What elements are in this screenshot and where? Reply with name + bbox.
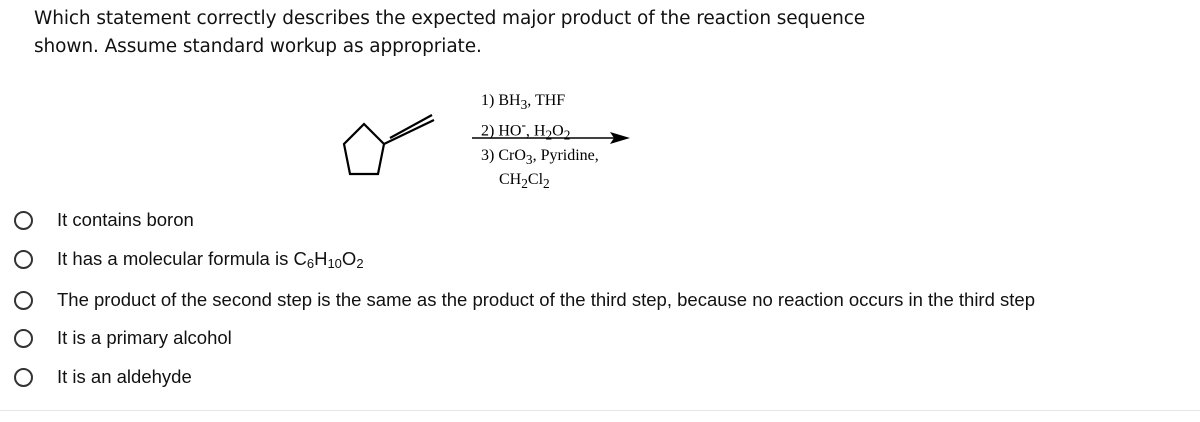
cyclopentane-ring bbox=[344, 124, 384, 174]
radio-button[interactable] bbox=[14, 211, 33, 230]
divider bbox=[0, 410, 1200, 411]
option-2[interactable] bbox=[14, 244, 364, 274]
question-text bbox=[34, 5, 914, 61]
radio-button[interactable] bbox=[14, 291, 33, 310]
exocyclic-double-bond-1 bbox=[384, 120, 434, 144]
option-label: It contains boron bbox=[57, 209, 194, 230]
option-label: It has a molecular formula is $C_6H_{10}O_2$ bbox=[57, 247, 364, 271]
option-label: It is an aldehyde bbox=[57, 366, 192, 387]
question-line-1: Which statement correctly describes the expected major product of the reaction sequence bbox=[34, 8, 866, 29]
option-3[interactable] bbox=[14, 285, 1035, 315]
option-5[interactable] bbox=[14, 362, 192, 392]
reagent-step-3-solvent: $CH_2Cl_2$ bbox=[499, 170, 550, 192]
exocyclic-double-bond-2 bbox=[390, 115, 432, 138]
reagent-step-3: 3) CrO$_3$, Pyridine, bbox=[481, 146, 599, 167]
option-1[interactable] bbox=[14, 205, 194, 235]
reagent-step-2: 2) HO-, $H_2O_2$ bbox=[481, 117, 571, 143]
radio-button[interactable] bbox=[14, 250, 33, 269]
question-line-2: shown. Assume standard workup as appropriate. bbox=[34, 36, 482, 57]
radio-button[interactable] bbox=[14, 368, 33, 387]
option-4[interactable] bbox=[14, 323, 232, 353]
option-label: The product of the second step is the same as the product of the third step, because no reaction occurs in the third step bbox=[57, 289, 1035, 310]
radio-button[interactable] bbox=[14, 329, 33, 348]
reagents-list bbox=[481, 91, 599, 194]
reagent-step-1: 1) $BH_3$, THF bbox=[481, 92, 566, 113]
option-label: It is a primary alcohol bbox=[57, 327, 232, 348]
